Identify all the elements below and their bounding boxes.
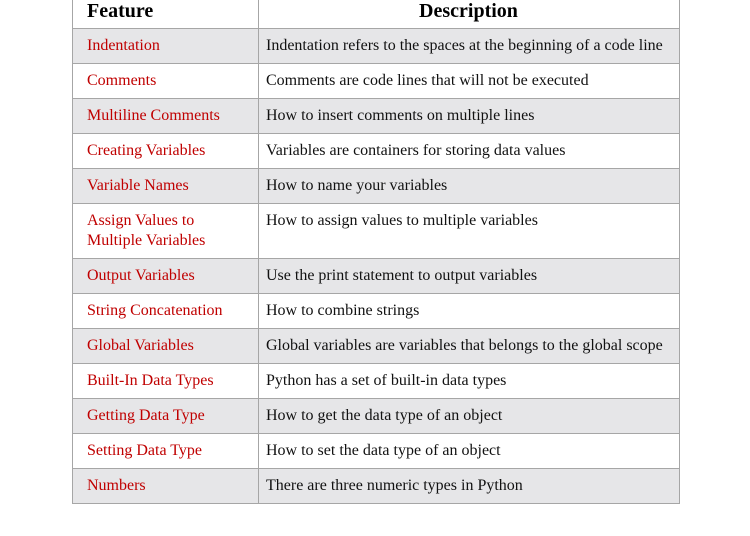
feature-cell: Getting Data Type [73, 399, 259, 434]
feature-cell: Creating Variables [73, 134, 259, 169]
header-description: Description [259, 0, 680, 29]
feature-cell: String Concatenation [73, 294, 259, 329]
description-cell: There are three numeric types in Python [259, 469, 680, 504]
feature-cell: Setting Data Type [73, 434, 259, 469]
feature-cell: Comments [73, 64, 259, 99]
table-row [73, 294, 680, 329]
feature-table [72, 0, 680, 504]
description-cell: How to name your variables [259, 169, 680, 204]
description-cell: How to set the data type of an object [259, 434, 680, 469]
table-row [73, 204, 680, 259]
table-row [73, 29, 680, 64]
feature-cell: Numbers [73, 469, 259, 504]
table-row [73, 469, 680, 504]
feature-cell: Built-In Data Types [73, 364, 259, 399]
table-row [73, 399, 680, 434]
description-cell: Python has a set of built-in data types [259, 364, 680, 399]
table-row [73, 64, 680, 99]
table-row [73, 169, 680, 204]
feature-cell: Assign Values to Multiple Variables [73, 204, 259, 259]
table-row [73, 259, 680, 294]
table-row [73, 364, 680, 399]
header-row [73, 0, 680, 29]
table-row [73, 329, 680, 364]
description-cell: Global variables are variables that belongs to the global scope [259, 329, 680, 364]
table-row [73, 134, 680, 169]
description-cell: Comments are code lines that will not be executed [259, 64, 680, 99]
feature-cell: Variable Names [73, 169, 259, 204]
header-feature: Feature [73, 0, 259, 29]
description-cell: Variables are containers for storing data values [259, 134, 680, 169]
description-cell: How to assign values to multiple variables [259, 204, 680, 259]
description-cell: How to combine strings [259, 294, 680, 329]
table-row [73, 99, 680, 134]
feature-cell: Multiline Comments [73, 99, 259, 134]
description-cell: Use the print statement to output variables [259, 259, 680, 294]
feature-cell: Output Variables [73, 259, 259, 294]
description-cell: How to get the data type of an object [259, 399, 680, 434]
description-cell: Indentation refers to the spaces at the beginning of a code line [259, 29, 680, 64]
description-cell: How to insert comments on multiple lines [259, 99, 680, 134]
feature-cell: Indentation [73, 29, 259, 64]
feature-cell: Global Variables [73, 329, 259, 364]
table-row [73, 434, 680, 469]
